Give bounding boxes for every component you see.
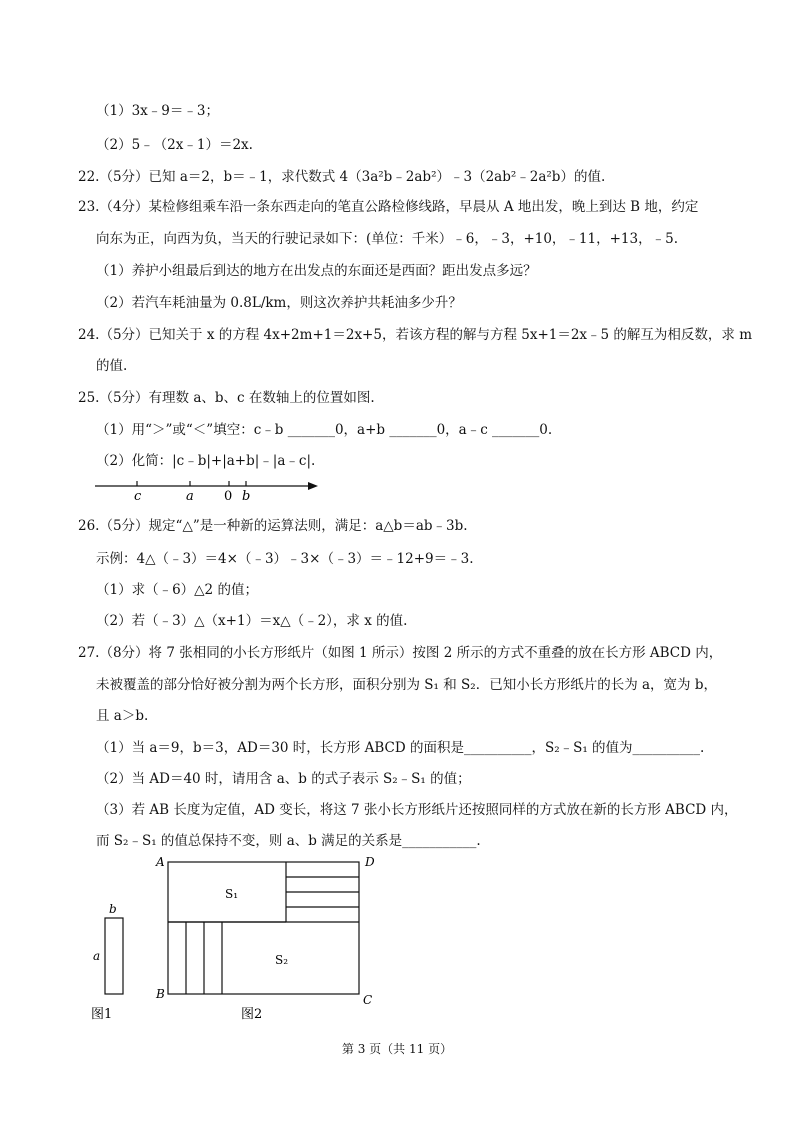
q23-line1: 23.（4分）某检修组乘车沿一条东西走向的笔直公路检修线路，早晨从 A 地出发，晚上到达 B 地，约定 — [78, 199, 699, 215]
q27-line3: 且 a＞b. — [96, 708, 149, 724]
corner-C: C — [363, 993, 373, 1007]
fig2-caption: 图2 — [241, 1007, 263, 1022]
q27-part3-line2: 而 S₂﹣S₁ 的值总保持不变，则 a、b 满足的关系是___________. — [96, 833, 481, 849]
label-s2: S₂ — [275, 953, 289, 967]
q26-text: 26.（5分）规定“△”是一种新的运算法则，满足：a△b＝ab﹣3b. — [78, 518, 468, 534]
q27-line2: 未被覆盖的部分恰好被分割为两个长方形，面积分别为 S₁ 和 S₂．已知小长方形纸片的长为 a，宽为 b， — [96, 677, 717, 693]
q23-line2: 向东为正，向西为负，当天的行驶记录如下：(单位：千米）﹣6，﹣3，+10，﹣11，+13，﹣5. — [96, 231, 678, 247]
q25-part1: （1）用“＞”或“＜”填空：c﹣b _______0，a+b _______0，a﹣c _______0. — [96, 422, 553, 438]
q27-part2: （2）当 AD＝40 时，请用含 a、b 的式子表示 S₂﹣S₁ 的值； — [96, 771, 471, 787]
corner-B: B — [156, 987, 165, 1001]
fig2-rect-abcd — [168, 862, 359, 994]
q24-line2: 的值. — [96, 358, 128, 374]
q23-part2: （2）若汽车耗油量为 0.8L/km，则这次养护共耗油多少升？ — [96, 295, 462, 311]
corner-A: A — [156, 855, 165, 869]
q25-part2: （2）化简：|c﹣b|+|a+b|﹣|a﹣c|. — [96, 453, 316, 469]
q26-part1: （1）求（﹣6）△2 的值； — [96, 582, 258, 598]
nl-label-b: b — [242, 489, 251, 504]
q23-part1: （1）养护小组最后到达的地方在出发点的东面还是西面？距出发点多远？ — [96, 263, 537, 279]
q21-part2: （2）5﹣（2x﹣1）＝2x. — [96, 137, 253, 153]
page-footer: 第 3 页（共 11 页） — [341, 1042, 453, 1056]
fig1-label-a: a — [93, 949, 101, 963]
q27-part1: （1）当 a＝9，b＝3，AD＝30 时，长方形 ABCD 的面积是__________，S₂﹣S₁ 的值为__________. — [96, 740, 705, 756]
q27-figure — [85, 852, 385, 1024]
q21-part1: （1）3x﹣9＝﹣3； — [96, 103, 219, 119]
fig1-label-b: b — [109, 902, 117, 916]
number-line — [90, 476, 330, 506]
fig1-rect — [105, 918, 123, 994]
q25-text: 25.（5分）有理数 a、b、c 在数轴上的位置如图. — [78, 390, 375, 406]
q26-part2: （2）若（﹣3）△（x+1）＝x△（﹣2），求 x 的值. — [96, 613, 408, 629]
corner-D: D — [365, 855, 375, 869]
q22-text: 22.（5分）已知 a＝2，b＝﹣1，求代数式 4（3a²b﹣2ab²）﹣3（2ab²﹣2a²b）的值. — [78, 169, 606, 185]
nl-label-c: c — [134, 489, 142, 504]
nl-label-0: 0 — [224, 489, 233, 504]
q27-part3-line1: （3）若 AB 长度为定值，AD 变长，将这 7 张小长方形纸片还按照同样的方式放在新的长方形 ABCD 内， — [96, 802, 738, 818]
nl-label-a: a — [186, 489, 194, 504]
q26-example: 示例：4△（﹣3）＝4×（﹣3）﹣3×（﹣3）＝﹣12+9＝﹣3. — [96, 551, 474, 567]
fig1-caption: 图1 — [91, 1007, 113, 1022]
label-s1: S₁ — [225, 887, 239, 901]
q24-line1: 24.（5分）已知关于 x 的方程 4x+2m+1＝2x+5，若该方程的解与方程 5x+1＝2x﹣5 的解互为相反数，求 m — [78, 327, 753, 343]
q27-line1: 27.（8分）将 7 张相同的小长方形纸片（如图 1 所示）按图 2 所示的方式不重叠的放在长方形 ABCD 内， — [78, 645, 723, 661]
